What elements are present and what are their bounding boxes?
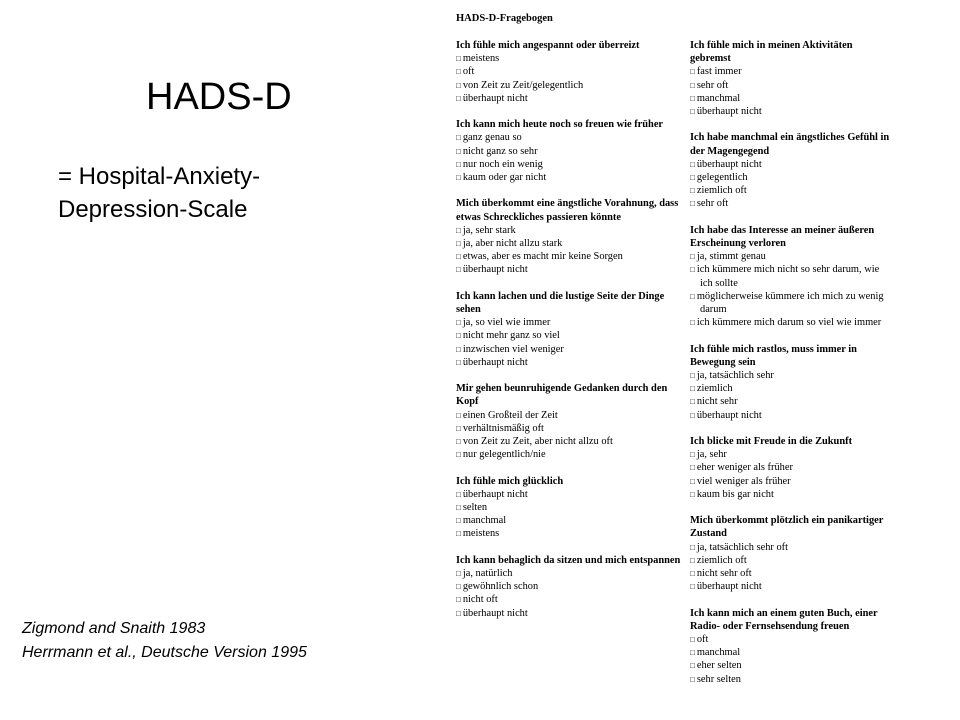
answer-option-label: ja, tatsächlich sehr oft <box>696 541 789 553</box>
question-block <box>456 475 682 541</box>
answer-option-label: nur gelegentlich/nie <box>462 449 546 461</box>
answer-option-label: überhaupt nicht <box>462 607 528 619</box>
answer-option <box>690 92 890 105</box>
checkbox-icon: □ <box>456 569 461 579</box>
answer-option-label: ja, natürlich <box>462 568 513 580</box>
answer-option <box>690 65 890 78</box>
questionnaire-image <box>452 8 892 720</box>
checkbox-icon: □ <box>690 291 695 301</box>
answer-option-label: viel weniger als früher <box>696 475 791 487</box>
answer-option-label: überhaupt nicht <box>696 158 762 170</box>
answer-option <box>456 250 682 263</box>
answer-option-label: ja, aber nicht allzu stark <box>462 238 563 250</box>
answer-option-label: ziemlich oft <box>696 554 747 566</box>
answer-option-label: sehr oft <box>696 79 729 91</box>
answer-option <box>690 316 890 329</box>
answer-option <box>456 448 682 461</box>
question-block <box>690 435 890 501</box>
checkbox-icon: □ <box>690 476 695 486</box>
answer-option <box>456 593 682 606</box>
subtitle-line: Depression-Scale <box>58 196 248 223</box>
checkbox-icon: □ <box>456 252 461 262</box>
question-block <box>690 514 890 593</box>
question-block <box>690 607 890 686</box>
answer-option-label: möglicherweise kümmere ich mich zu wenig darum <box>696 290 884 316</box>
checkbox-icon: □ <box>456 173 461 183</box>
checkbox-icon: □ <box>690 569 695 579</box>
checkbox-icon: □ <box>690 661 695 671</box>
checkbox-icon: □ <box>456 80 461 90</box>
checkbox-icon: □ <box>690 648 695 658</box>
answer-option-label: ja, so viel wie immer <box>462 317 551 329</box>
question-block <box>456 118 682 184</box>
checkbox-icon: □ <box>690 318 695 328</box>
checkbox-icon: □ <box>690 489 695 499</box>
answer-option <box>690 673 890 686</box>
answer-option-label: etwas, aber es macht mir keine Sorgen <box>462 251 623 263</box>
checkbox-icon: □ <box>690 173 695 183</box>
slide-subtitle <box>58 160 328 226</box>
checkbox-icon: □ <box>456 54 461 64</box>
answer-option <box>690 461 890 474</box>
answer-option-label: überhaupt nicht <box>462 264 528 276</box>
question-block <box>456 290 682 369</box>
answer-option <box>456 171 682 184</box>
answer-option-label: nicht sehr oft <box>696 568 752 580</box>
checkbox-icon: □ <box>690 252 695 262</box>
checkbox-icon: □ <box>456 225 461 235</box>
question-text: Ich kann lachen und die lustige Seite der Dinge sehen <box>456 290 665 316</box>
checkbox-icon: □ <box>456 133 461 143</box>
checkbox-icon: □ <box>690 450 695 460</box>
citation: Herrmann et al., Deutsche Version 1995 <box>22 644 307 661</box>
answer-option <box>690 263 890 289</box>
citations <box>22 617 307 665</box>
checkbox-icon: □ <box>690 555 695 565</box>
answer-option-label: manchmal <box>696 92 741 104</box>
answer-option-label: oft <box>696 634 709 646</box>
answer-option-label: ziemlich oft <box>696 185 747 197</box>
question-text: Mich überkommt eine ängstliche Vorahnung, dass etwas Schreckliches passieren könnte <box>456 198 679 223</box>
answer-option <box>456 607 682 620</box>
answer-option <box>456 79 682 92</box>
answer-option <box>690 646 890 659</box>
answer-option-label: ich kümmere mich nicht so sehr darum, wie ich sollte <box>696 264 880 289</box>
answer-option <box>690 488 890 501</box>
checkbox-icon: □ <box>456 265 461 275</box>
answer-option-label: manchmal <box>462 515 507 527</box>
checkbox-icon: □ <box>456 489 461 499</box>
answer-option <box>456 422 682 435</box>
answer-option-label: ja, stimmt genau <box>696 251 766 263</box>
checkbox-icon: □ <box>456 516 461 526</box>
checkbox-icon: □ <box>456 146 461 156</box>
citation: Zigmond and Snaith 1983 <box>22 620 206 637</box>
answer-option <box>456 514 682 527</box>
checkbox-icon: □ <box>456 159 461 169</box>
question-block <box>690 131 890 210</box>
questionnaire-right-column <box>690 39 890 699</box>
answer-option-label: meistens <box>462 53 500 65</box>
questionnaire-title: HADS-D-Fragebogen <box>456 13 553 24</box>
answer-option <box>456 65 682 78</box>
checkbox-icon: □ <box>690 159 695 169</box>
answer-option <box>690 541 890 554</box>
answer-option <box>690 554 890 567</box>
answer-option <box>690 290 890 316</box>
answer-option-label: nur noch ein wenig <box>462 158 543 170</box>
answer-option <box>456 488 682 501</box>
answer-option <box>690 475 890 488</box>
answer-option-label: selten <box>462 502 488 514</box>
question-text: Ich kann behaglich da sitzen und mich entspannen <box>456 554 681 566</box>
checkbox-icon: □ <box>456 503 461 513</box>
question-block <box>690 343 890 422</box>
answer-option-label: inzwischen viel weniger <box>462 343 564 355</box>
answer-option <box>690 158 890 171</box>
answer-option <box>456 343 682 356</box>
checkbox-icon: □ <box>690 80 695 90</box>
answer-option <box>456 435 682 448</box>
answer-option-label: nicht sehr <box>696 396 738 408</box>
answer-option-label: nicht ganz so sehr <box>462 145 538 157</box>
question-text: Ich habe das Interesse an meiner äußeren Erscheinung verloren <box>690 224 875 250</box>
question-text: Ich kann mich an einem guten Buch, einer Radio- oder Fernsehsendung freuen <box>690 607 878 632</box>
checkbox-icon: □ <box>456 595 461 605</box>
answer-option <box>456 409 682 422</box>
answer-option <box>456 263 682 276</box>
question-text: Mich überkommt plötzlich ein panikartiger Zustand <box>690 515 884 540</box>
question-block <box>456 554 682 620</box>
question-text: Ich blicke mit Freude in die Zukunft <box>690 436 853 448</box>
checkbox-icon: □ <box>690 384 695 394</box>
checkbox-icon: □ <box>690 371 695 381</box>
answer-option <box>690 382 890 395</box>
answer-option-label: von Zeit zu Zeit, aber nicht allzu oft <box>462 436 613 448</box>
answer-option-label: sehr oft <box>696 198 729 210</box>
answer-option-label: überhaupt nicht <box>462 488 528 500</box>
subtitle-line: = Hospital-Anxiety- <box>58 163 261 190</box>
question-block <box>690 224 890 330</box>
answer-option-label: gelegentlich <box>696 172 748 184</box>
question-block <box>456 39 682 105</box>
answer-option <box>690 409 890 422</box>
questionnaire-left-column <box>456 39 682 633</box>
checkbox-icon: □ <box>456 529 461 539</box>
answer-option-label: überhaupt nicht <box>696 581 762 593</box>
answer-option-label: eher weniger als früher <box>696 462 793 474</box>
answer-option <box>690 395 890 408</box>
question-block <box>690 39 890 118</box>
checkbox-icon: □ <box>690 674 695 684</box>
answer-option-label: gewöhnlich schon <box>462 581 539 593</box>
answer-option <box>690 105 890 118</box>
answer-option <box>690 171 890 184</box>
checkbox-icon: □ <box>690 93 695 103</box>
question-text: Ich fühle mich glücklich <box>456 475 564 487</box>
answer-option-label: ja, sehr stark <box>462 224 516 236</box>
checkbox-icon: □ <box>690 67 695 77</box>
checkbox-icon: □ <box>690 582 695 592</box>
checkbox-icon: □ <box>456 67 461 77</box>
answer-option-label: überhaupt nicht <box>462 356 528 368</box>
answer-option <box>456 329 682 342</box>
answer-option-label: verhältnismäßig oft <box>462 422 544 434</box>
question-text: Mir gehen beunruhigende Gedanken durch den Kopf <box>456 383 668 408</box>
answer-option-label: ziemlich <box>696 383 733 395</box>
answer-option <box>456 52 682 65</box>
checkbox-icon: □ <box>456 450 461 460</box>
answer-option-label: ja, sehr <box>696 449 727 461</box>
answer-option-label: einen Großteil der Zeit <box>462 409 558 421</box>
checkbox-icon: □ <box>456 357 461 367</box>
slide-title: HADS-D <box>146 76 292 118</box>
answer-option <box>690 580 890 593</box>
answer-option-label: meistens <box>462 528 500 540</box>
answer-option-label: nicht mehr ganz so viel <box>462 330 560 342</box>
answer-option-label: sehr selten <box>696 673 741 685</box>
answer-option <box>690 184 890 197</box>
answer-option <box>690 633 890 646</box>
checkbox-icon: □ <box>690 397 695 407</box>
checkbox-icon: □ <box>456 318 461 328</box>
answer-option <box>456 567 682 580</box>
answer-option <box>456 92 682 105</box>
checkbox-icon: □ <box>690 199 695 209</box>
checkbox-icon: □ <box>690 107 695 117</box>
answer-option <box>690 448 890 461</box>
question-block <box>456 382 682 461</box>
answer-option <box>690 369 890 382</box>
question-block <box>456 197 682 276</box>
checkbox-icon: □ <box>456 93 461 103</box>
answer-option <box>690 79 890 92</box>
answer-option-label: manchmal <box>696 647 741 659</box>
answer-option <box>456 356 682 369</box>
question-text: Ich fühle mich rastlos, muss immer in Bewegung sein <box>690 343 857 368</box>
answer-option <box>456 527 682 540</box>
answer-option-label: von Zeit zu Zeit/gelegentlich <box>462 79 584 91</box>
answer-option <box>456 580 682 593</box>
answer-option <box>690 250 890 263</box>
answer-option-label: überhaupt nicht <box>696 106 762 118</box>
answer-option-label: nicht oft <box>462 594 498 606</box>
checkbox-icon: □ <box>690 410 695 420</box>
answer-option <box>456 131 682 144</box>
answer-option-label: ganz genau so <box>462 132 522 144</box>
checkbox-icon: □ <box>690 265 695 275</box>
checkbox-icon: □ <box>456 331 461 341</box>
answer-option-label: überhaupt nicht <box>462 92 528 104</box>
checkbox-icon: □ <box>690 186 695 196</box>
answer-option-label: eher selten <box>696 660 742 672</box>
checkbox-icon: □ <box>690 463 695 473</box>
answer-option <box>456 224 682 237</box>
checkbox-icon: □ <box>456 423 461 433</box>
answer-option <box>456 316 682 329</box>
answer-option-label: ja, tatsächlich sehr <box>696 370 774 382</box>
checkbox-icon: □ <box>456 582 461 592</box>
checkbox-icon: □ <box>456 239 461 249</box>
answer-option-label: kaum oder gar nicht <box>462 172 547 184</box>
answer-option-label: überhaupt nicht <box>696 409 762 421</box>
question-text: Ich fühle mich angespannt oder überreizt <box>456 40 640 51</box>
checkbox-icon: □ <box>456 437 461 447</box>
question-text: Ich kann mich heute noch so freuen wie früher <box>456 119 664 131</box>
answer-option <box>690 567 890 580</box>
checkbox-icon: □ <box>456 344 461 354</box>
checkbox-icon: □ <box>456 608 461 618</box>
answer-option <box>456 501 682 514</box>
answer-option <box>690 659 890 672</box>
answer-option-label: fast immer <box>696 66 742 78</box>
question-text: Ich fühle mich in meinen Aktivitäten gebremst <box>690 40 853 65</box>
checkbox-icon: □ <box>690 542 695 552</box>
question-text: Ich habe manchmal ein ängstliches Gefühl in der Magengegend <box>690 132 890 157</box>
checkbox-icon: □ <box>690 635 695 645</box>
answer-option-label: oft <box>462 66 475 78</box>
answer-option-label: ich kümmere mich darum so viel wie immer <box>696 317 882 329</box>
checkbox-icon: □ <box>456 410 461 420</box>
answer-option <box>456 158 682 171</box>
answer-option <box>690 197 890 210</box>
answer-option-label: kaum bis gar nicht <box>696 488 774 500</box>
answer-option <box>456 145 682 158</box>
answer-option <box>456 237 682 250</box>
